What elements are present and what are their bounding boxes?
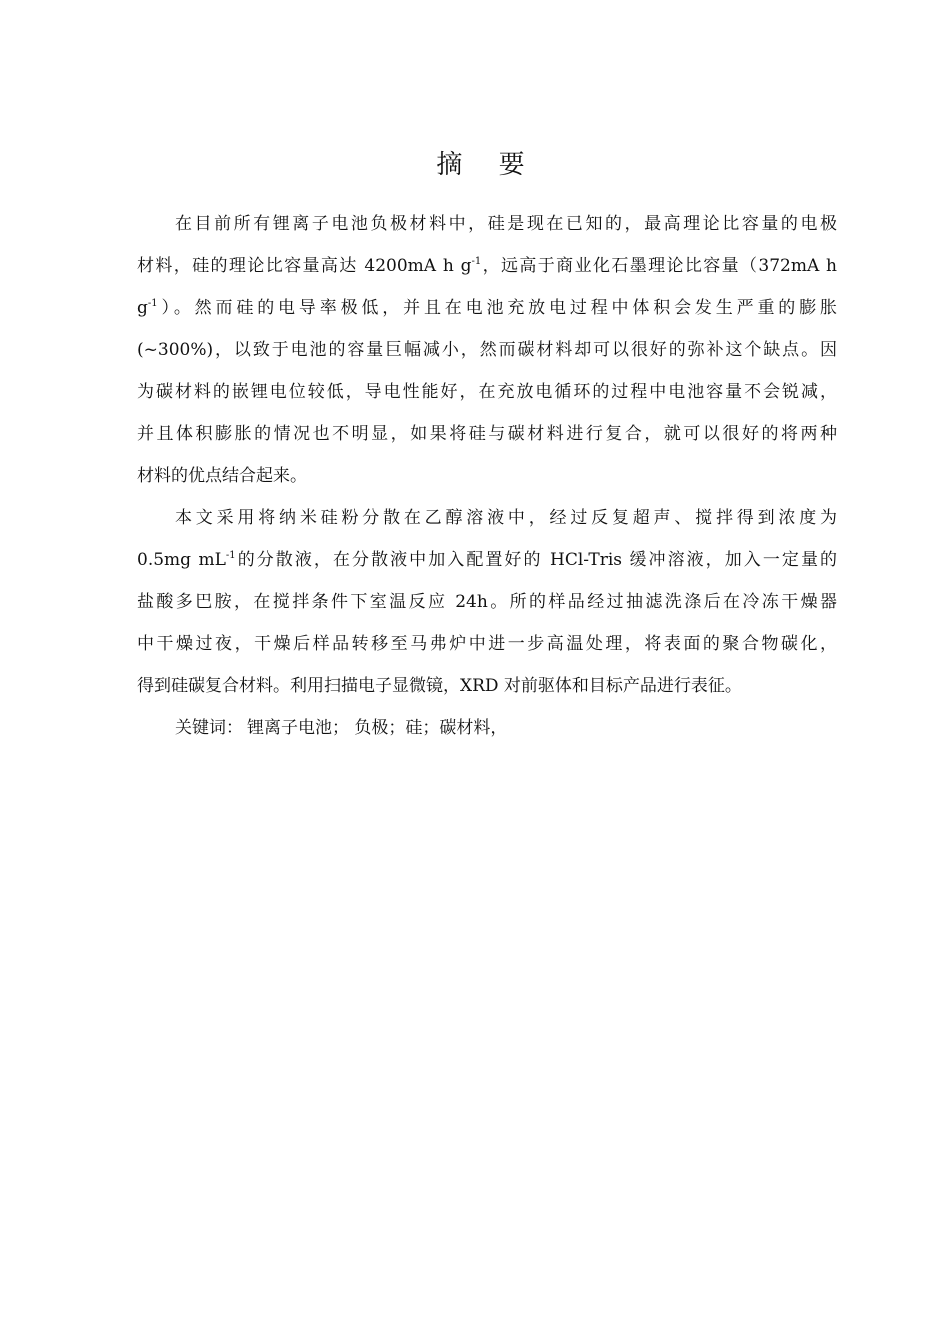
text-run: 材料的优点结合起来。: [137, 466, 307, 486]
paragraph-1-line-4: [137, 329, 837, 371]
superscript: -1: [225, 550, 236, 561]
keywords-label: 关键词：: [175, 718, 243, 738]
text-run: (~300%)，以致于电池的容量巨幅减小，然而碳材料却可以很好的弥补这个缺点。因: [137, 340, 837, 360]
paragraph-1-line-6: [137, 413, 837, 455]
text-run: 0.5mg mL: [137, 550, 226, 570]
keywords-line: [137, 707, 837, 749]
text-run: 盐酸多巴胺，在搅拌条件下室温反应 24h。所的样品经过抽滤洗涤后在冷冻干燥器: [137, 592, 837, 612]
paragraph-2-line-5: [137, 665, 837, 707]
text-run: 为碳材料的嵌锂电位较低，导电性能好，在充放电循环的过程中电池容量不会锐减，: [137, 382, 837, 402]
superscript: -1: [471, 256, 482, 267]
text-run: 并且体积膨胀的情况也不明显，如果将硅与碳材料进行复合，就可以很好的将两种: [137, 424, 837, 444]
text-run: 在目前所有锂离子电池负极材料中，硅是现在已知的，最高理论比容量的电极: [175, 214, 837, 234]
superscript: -1: [147, 298, 158, 309]
abstract-body: [137, 203, 837, 749]
paragraph-2-line-4: [137, 623, 837, 665]
abstract-title: 摘 要: [436, 150, 539, 180]
paragraph-1-line-1: [137, 203, 837, 245]
paragraph-1-line-5: [137, 371, 837, 413]
paragraph-1-line-7: [137, 455, 837, 497]
text-run: 材料，硅的理论比容量高达 4200mA h g: [137, 256, 472, 276]
text-run: 本文采用将纳米硅粉分散在乙醇溶液中，经过反复超声、搅拌得到浓度为: [175, 508, 837, 528]
paragraph-2-line-2: [137, 539, 837, 581]
text-run: g: [137, 298, 148, 318]
paragraph-2-line-1: [137, 497, 837, 539]
paragraph-2-line-3: [137, 581, 837, 623]
text-run: 中干燥过夜，干燥后样品转移至马弗炉中进一步高温处理，将表面的聚合物碳化，: [137, 634, 837, 654]
paragraph-1-line-2: [137, 245, 837, 287]
text-run: ）。然而硅的电导率极低，并且在电池充放电过程中体积会发生严重的膨胀: [157, 298, 837, 318]
paragraph-1-line-3: [137, 287, 837, 329]
text-run: ，远高于商业化石墨理论比容量（372mA h: [481, 256, 838, 276]
keywords-value: 锂离子电池； 负极；硅；碳材料，: [247, 718, 508, 738]
text-run: 的分散液，在分散液中加入配置好的 HCl-Tris 缓冲溶液，加入一定量的: [235, 550, 837, 570]
text-run: 得到硅碳复合材料。利用扫描电子显微镜，XRD 对前驱体和目标产品进行表征。: [137, 676, 742, 696]
